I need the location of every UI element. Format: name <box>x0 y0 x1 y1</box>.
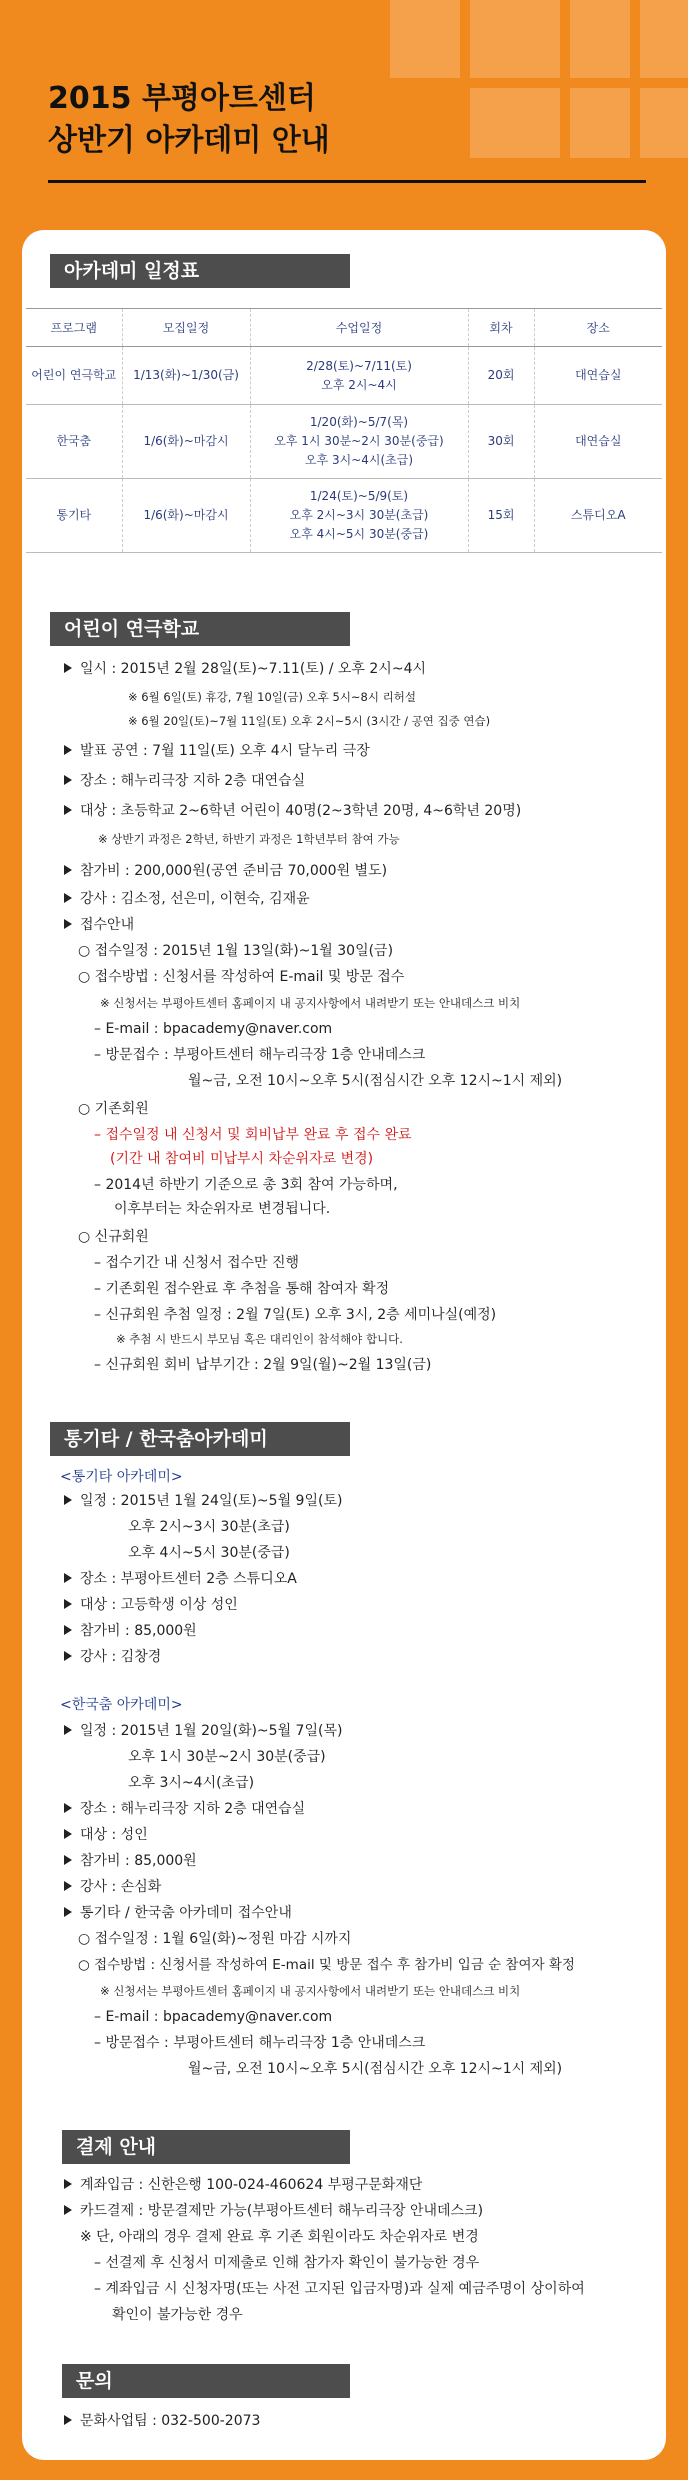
recruit-cell: 1/6(화)~마감시 <box>122 479 250 553</box>
note-line: ※ 상반기 과정은 2학년, 하반기 과정은 1학년부터 참여 가능 <box>98 832 400 846</box>
place-cell: 대연습실 <box>534 405 662 479</box>
note-line: ※ 신청서는 부평아트센터 홈페이지 내 공지사항에서 내려받기 또는 안내데스크 비치 <box>100 996 521 1010</box>
info-line: – 신규회원 추첨 일정 : 2월 7일(토) 오후 3시, 2층 세미나실(예정) <box>94 1307 497 1323</box>
info-line: 참가비 : 200,000원(공연 준비금 70,000원 별도) <box>64 860 387 882</box>
class-cell: 1/24(토)~5/9(토) 오후 2시~3시 30분(초급) 오후 4시~5시 30분(중급) <box>250 479 468 553</box>
info-line: 접수안내 <box>64 914 134 936</box>
table-row <box>26 405 662 479</box>
info-line: 대상 : 고등학생 이상 성인 <box>64 1594 238 1616</box>
bullet-triangle-icon <box>64 1881 72 1891</box>
bullet-triangle-icon <box>64 663 72 673</box>
note-line: ※ 6월 20일(토)~7월 11일(토) 오후 2시~5시 (3시간 / 공연 집중 연습) <box>128 714 491 728</box>
info-line: 장소 : 해누리극장 지하 2층 대연습실 <box>64 770 305 792</box>
info-line: ○ 접수방법 : 신청서를 작성하여 E-mail 및 방문 접수 <box>78 969 405 985</box>
sessions-cell: 20회 <box>468 347 534 405</box>
bullet-triangle-icon <box>64 2179 72 2189</box>
bullet-triangle-icon <box>64 2205 72 2215</box>
bullet-triangle-icon <box>64 805 72 815</box>
info-line: 대상 : 성인 <box>64 1824 148 1846</box>
table-row <box>26 479 662 553</box>
bullet-triangle-icon <box>64 1829 72 1839</box>
bullet-triangle-icon <box>64 1599 72 1609</box>
decorative-square <box>570 88 630 158</box>
info-line: – 방문접수 : 부평아트센터 해누리극장 1층 안내데스크 <box>94 1047 426 1063</box>
info-line: 일정 : 2015년 1월 24일(토)~5월 9일(토) <box>64 1490 342 1512</box>
info-line: 통기타 / 한국춤 아카데미 접수안내 <box>64 1902 292 1924</box>
place-cell: 대연습실 <box>534 347 662 405</box>
info-line: ○ 기존회원 <box>78 1101 149 1117</box>
decorative-square <box>470 0 560 78</box>
bullet-triangle-icon <box>64 1803 72 1813</box>
info-line: – 접수기간 내 신청서 접수만 진행 <box>94 1255 300 1271</box>
section-heading-payment: 결제 안내 <box>62 2130 350 2164</box>
info-line: – 선결제 후 신청서 미제출로 인해 참가자 확인이 불가능한 경우 <box>94 2255 480 2271</box>
highlight-line: – 접수일정 내 신청서 및 회비납부 완료 후 접수 완료 <box>94 1127 412 1143</box>
highlight-line: (기간 내 참여비 미납부시 차순위자로 변경) <box>110 1151 374 1167</box>
info-line: – 계좌입금 시 신청자명(또는 사전 고지된 입금자명)과 실제 예금주명이 상이하여 <box>94 2281 585 2297</box>
column-header: 회차 <box>468 309 534 347</box>
program-cell: 한국춤 <box>26 405 122 479</box>
bullet-triangle-icon <box>64 1573 72 1583</box>
decorative-square <box>640 0 688 78</box>
recruit-cell: 1/6(화)~마감시 <box>122 405 250 479</box>
class-cell: 1/20(화)~5/7(목) 오후 1시 30분~2시 30분(중급) 오후 3시~4시(초급) <box>250 405 468 479</box>
info-line: 장소 : 해누리극장 지하 2층 대연습실 <box>64 1798 305 1820</box>
info-line: 강사 : 손심화 <box>64 1876 161 1898</box>
decorative-square <box>570 0 630 78</box>
page-title: 2015 부평아트센터 상반기 아카데미 안내 <box>48 81 330 158</box>
info-line: – 2014년 하반기 기준으로 총 3회 참여 가능하며, <box>94 1177 398 1193</box>
bullet-triangle-icon <box>64 1725 72 1735</box>
place-cell: 스튜디오A <box>534 479 662 553</box>
note-line: ※ 6월 6일(토) 휴강, 7월 10일(금) 오후 5시~8시 리허설 <box>128 690 416 704</box>
table-row <box>26 347 662 405</box>
info-line: 월~금, 오전 10시~오후 5시(점심시간 오후 12시~1시 제외) <box>188 2061 563 2077</box>
column-header: 모집일정 <box>122 309 250 347</box>
info-line: 월~금, 오전 10시~오후 5시(점심시간 오후 12시~1시 제외) <box>188 1073 563 1089</box>
info-line: 강사 : 김창경 <box>64 1646 161 1668</box>
info-line: 계좌입금 : 신한은행 100-024-460624 부평구문화재단 <box>64 2174 422 2196</box>
program-cell: 통기타 <box>26 479 122 553</box>
bullet-triangle-icon <box>64 745 72 755</box>
section-heading-children: 어린이 연극학교 <box>50 612 350 646</box>
info-line: 참가비 : 85,000원 <box>64 1850 197 1872</box>
info-line: 대상 : 초등학교 2~6학년 어린이 40명(2~3학년 20명, 4~6학년 20명) <box>64 800 521 822</box>
info-line: 이후부터는 차순위자로 변경됩니다. <box>114 1201 331 1217</box>
bullet-triangle-icon <box>64 1651 72 1661</box>
column-header: 프로그램 <box>26 309 122 347</box>
bullet-triangle-icon <box>64 893 72 903</box>
subsection-title: <통기타 아카데미> <box>60 1469 183 1485</box>
info-line: 카드결제 : 방문결제만 가능(부평아트센터 해누리극장 안내데스크) <box>64 2200 483 2222</box>
info-line: ○ 신규회원 <box>78 1229 149 1245</box>
decorative-square <box>470 88 560 158</box>
bullet-triangle-icon <box>64 1495 72 1505</box>
program-cell: 어린이 연극학교 <box>26 347 122 405</box>
info-line: ○ 접수일정 : 1월 6일(화)~정원 마감 시까지 <box>78 1931 352 1947</box>
info-line: 장소 : 부평아트센터 2층 스튜디오A <box>64 1568 297 1590</box>
column-header: 장소 <box>534 309 662 347</box>
recruit-cell: 1/13(화)~1/30(금) <box>122 347 250 405</box>
info-line: ○ 접수일정 : 2015년 1월 13일(화)~1월 30일(금) <box>78 943 394 959</box>
info-line: – 기존회원 접수완료 후 추첨을 통해 참여자 확정 <box>94 1281 390 1297</box>
info-line: ○ 접수방법 : 신청서를 작성하여 E-mail 및 방문 접수 후 참가비 입금 순 참여자 확정 <box>78 1957 575 1973</box>
contact-line: 문화사업팀 : 032-500-2073 <box>64 2410 260 2432</box>
column-header: 수업일정 <box>250 309 468 347</box>
info-line: 일시 : 2015년 2월 28일(토)~7.11(토) / 오후 2시~4시 <box>64 658 426 680</box>
bullet-triangle-icon <box>64 2415 72 2425</box>
section-heading-guitar-dance: 통기타 / 한국춤아카데미 <box>50 1422 350 1456</box>
info-line: 확인이 불가능한 경우 <box>112 2307 243 2323</box>
info-line: – 방문접수 : 부평아트센터 해누리극장 1층 안내데스크 <box>94 2035 426 2051</box>
info-line: 오후 2시~3시 30분(초급) <box>128 1519 290 1535</box>
class-cell: 2/28(토)~7/11(토) 오후 2시~4시 <box>250 347 468 405</box>
bullet-triangle-icon <box>64 1907 72 1917</box>
subsection-title: <한국춤 아카데미> <box>60 1697 183 1713</box>
info-line: 오후 4시~5시 30분(중급) <box>128 1545 290 1561</box>
email-line: – E-mail : bpacademy@naver.com <box>94 2009 333 2025</box>
sessions-cell: 15회 <box>468 479 534 553</box>
bullet-triangle-icon <box>64 919 72 929</box>
title-divider <box>48 180 646 183</box>
bullet-triangle-icon <box>64 865 72 875</box>
info-line: 오후 1시 30분~2시 30분(중급) <box>128 1749 326 1765</box>
decorative-square <box>640 88 688 158</box>
bullet-triangle-icon <box>64 775 72 785</box>
info-line: 오후 3시~4시(초급) <box>128 1775 255 1791</box>
note-line: ※ 추첨 시 반드시 부모님 혹은 대리인이 참석해야 합니다. <box>116 1332 403 1346</box>
info-line: 강사 : 김소정, 선은미, 이현숙, 김재윤 <box>64 888 310 910</box>
info-line: 일정 : 2015년 1월 20일(화)~5월 7일(목) <box>64 1720 342 1742</box>
section-heading-schedule: 아카데미 일정표 <box>50 254 350 288</box>
info-line: – 신규회원 회비 납부기간 : 2월 9일(월)~2월 13일(금) <box>94 1357 432 1373</box>
decorative-square <box>390 0 460 78</box>
note-line: ※ 신청서는 부평아트센터 홈페이지 내 공지사항에서 내려받기 또는 안내데스크 비치 <box>100 1984 521 1998</box>
table-header-row <box>26 309 662 347</box>
email-line: – E-mail : bpacademy@naver.com <box>94 1021 333 1037</box>
info-line: 발표 공연 : 7월 11일(토) 오후 4시 달누리 극장 <box>64 740 370 762</box>
info-line: ※ 단, 아래의 경우 결제 완료 후 기존 회원이라도 차순위자로 변경 <box>80 2229 479 2245</box>
bullet-triangle-icon <box>64 1855 72 1865</box>
section-heading-contact: 문의 <box>62 2364 350 2398</box>
bullet-triangle-icon <box>64 1625 72 1635</box>
info-line: 참가비 : 85,000원 <box>64 1620 197 1642</box>
sessions-cell: 30회 <box>468 405 534 479</box>
schedule-table <box>26 308 662 553</box>
